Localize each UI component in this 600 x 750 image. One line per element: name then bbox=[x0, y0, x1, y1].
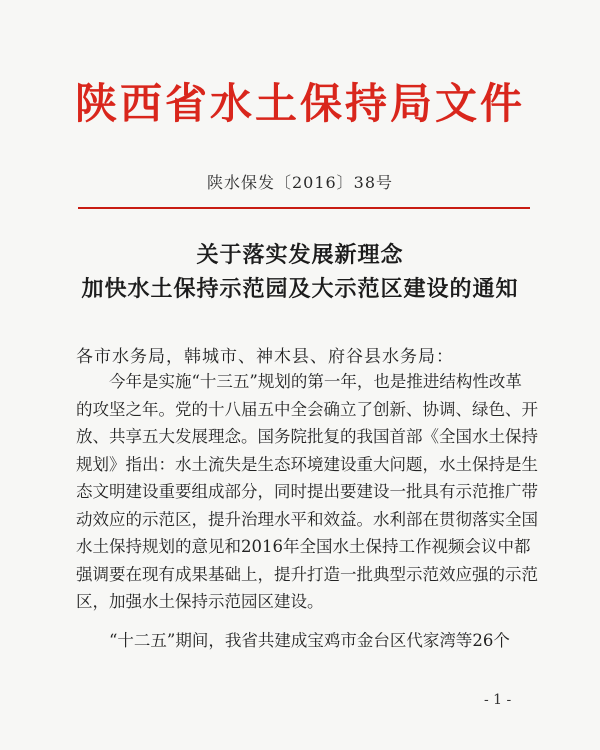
body-line: 态文明建设重要组成部分，同时提出要建设一批具有示范推广带 bbox=[76, 482, 538, 501]
document-number: 陕水保发〔2016〕38号 bbox=[206, 173, 394, 192]
body-line: 动效应的示范区，提升治理水平和效益。水利部在贯彻落实全国 bbox=[76, 509, 538, 529]
title-line-1: 关于落实发展新理念 bbox=[196, 242, 404, 268]
body-line: 今年是实施“十三五”规划的第一年，也是推进结构性改革 bbox=[109, 372, 522, 391]
body-line: 强调要在现有成果基础上，提升打造一批典型示范效应强的示范 bbox=[76, 564, 538, 584]
paragraph-2-first-line: “十二五”期间，我省共建成宝鸡市金台区代家湾等26个 bbox=[109, 631, 510, 650]
paragraph-1 bbox=[76, 368, 536, 616]
body-line: 水土保持规划的意见和2016年全国水土保持工作视频会议中都 bbox=[76, 537, 531, 556]
title-line-2: 加快水土保持示范园及大示范区建设的通知 bbox=[81, 276, 519, 302]
document-title bbox=[0, 238, 600, 306]
document-masthead: 陕西省水土保持局文件 bbox=[74, 79, 525, 128]
body-line: 区，加强水土保持示范园区建设。 bbox=[76, 592, 324, 611]
body-line: 的攻坚之年。党的十八届五中全会确立了创新、协调、绿色、开 bbox=[76, 399, 538, 419]
salutation: 各市水务局，韩城市、神木县、府谷县水务局： bbox=[76, 347, 454, 367]
page-number: - 1 - bbox=[484, 692, 512, 708]
body-line: 放、共享五大发展理念。国务院批复的我国首部《全国水土保持 bbox=[76, 427, 538, 446]
red-divider-rule bbox=[78, 207, 530, 209]
body-line: 规划》指出：水土流失是生态环境建设重大问题，水土保持是生 bbox=[76, 454, 538, 474]
